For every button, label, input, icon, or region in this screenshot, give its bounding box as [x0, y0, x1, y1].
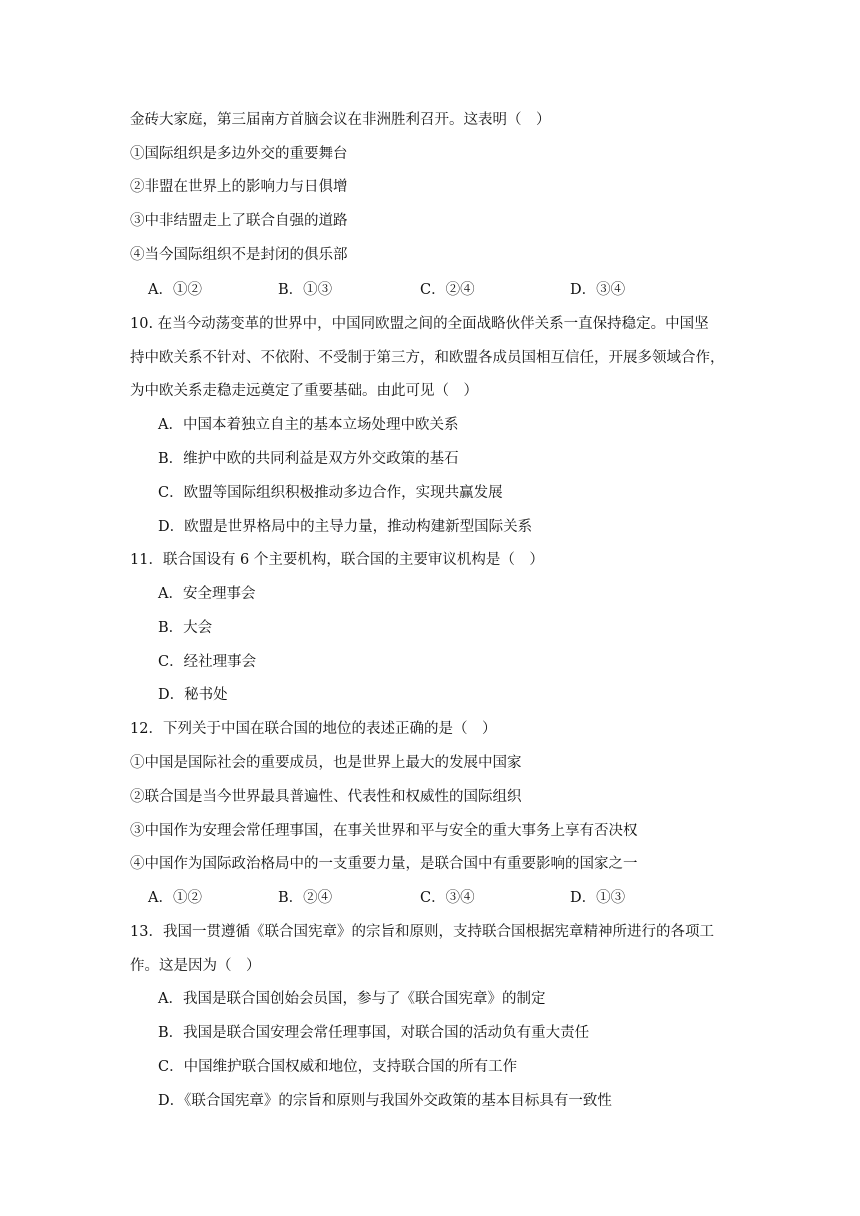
q12-item-1: ①中国是国际社会的重要成员，也是世界上最大的发展中国家 — [130, 755, 522, 771]
q13-option-d[interactable]: D．《联合国宪章》的宗旨和原则与我国外交政策的基本目标具有一致性 — [158, 1093, 612, 1109]
q13-option-c[interactable]: C．中国维护联合国权威和地位，支持联合国的所有工作 — [158, 1059, 518, 1075]
q10-option-d[interactable]: D．欧盟是世界格局中的主导力量，推动构建新型国际关系 — [158, 519, 533, 535]
q13-stem-line-2: 作。这是因为（ ） — [130, 958, 261, 974]
q13-option-b[interactable]: B．我国是联合国安理会常任理事国，对联合国的活动负有重大责任 — [158, 1025, 590, 1041]
q9-item-1: ①国际组织是多边外交的重要舞台 — [130, 146, 348, 162]
q12-stem: 12．下列关于中国在联合国的地位的表述正确的是（ ） — [130, 721, 497, 737]
q10-option-a[interactable]: A．中国本着独立自主的基本立场处理中欧关系 — [158, 417, 459, 433]
q12-option-c[interactable]: C．③④ — [420, 890, 475, 906]
q11-stem: 11．联合国设有 6 个主要机构，联合国的主要审议机构是（ ） — [130, 552, 544, 568]
q12-item-3: ③中国作为安理会常任理事国，在事关世界和平与安全的重大事务上享有否决权 — [130, 823, 638, 839]
q10-option-c[interactable]: C．欧盟等国际组织积极推动多边合作，实现共赢发展 — [158, 485, 503, 501]
q10-option-b[interactable]: B．维护中欧的共同利益是双方外交政策的基石 — [158, 451, 459, 467]
q9-item-4: ④当今国际组织不是封闭的俱乐部 — [130, 247, 348, 263]
q12-option-a[interactable]: A．①② — [148, 890, 202, 906]
q11-option-c[interactable]: C．经社理事会 — [158, 654, 257, 670]
q11-option-a[interactable]: A．安全理事会 — [158, 586, 256, 602]
q11-option-b[interactable]: B．大会 — [158, 620, 213, 636]
q10-stem-line-2: 持中欧关系不针对、不依附、不受制于第三方，和欧盟各成员国相互信任，开展多领域合作， — [130, 350, 725, 366]
q9-option-a[interactable]: A．①② — [148, 282, 202, 298]
q12-option-d[interactable]: D．①③ — [570, 890, 626, 906]
q9-option-c[interactable]: C．②④ — [420, 282, 475, 298]
q9-item-3: ③中非结盟走上了联合自强的道路 — [130, 213, 348, 229]
q11-option-d[interactable]: D．秘书处 — [158, 687, 228, 703]
q13-option-a[interactable]: A．我国是联合国创始会员国，参与了《联合国宪章》的制定 — [158, 991, 546, 1007]
q10-stem-line-1: 10. 在当今动荡变革的世界中，中国同欧盟之间的全面战略伙伴关系一直保持稳定。中国坚 — [130, 316, 709, 332]
q12-item-2: ②联合国是当今世界最具普遍性、代表性和权威性的国际组织 — [130, 789, 522, 805]
q12-item-4: ④中国作为国际政治格局中的一支重要力量，是联合国中有重要影响的国家之一 — [130, 856, 638, 872]
q9-item-2: ②非盟在世界上的影响力与日俱增 — [130, 179, 348, 195]
q9-stem-continuation: 金砖大家庭，第三届南方首脑会议在非洲胜利召开。这表明（ ） — [130, 112, 551, 128]
q9-option-b[interactable]: B．①③ — [278, 282, 333, 298]
q9-option-d[interactable]: D．③④ — [570, 282, 626, 298]
q13-stem-line-1: 13．我国一贯遵循《联合国宪章》的宗旨和原则，支持联合国根据宪章精神所进行的各项工 — [130, 924, 714, 940]
q10-stem-line-3: 为中欧关系走稳走远奠定了重要基础。由此可见（ ） — [130, 383, 478, 399]
q12-option-b[interactable]: B．②④ — [278, 890, 333, 906]
